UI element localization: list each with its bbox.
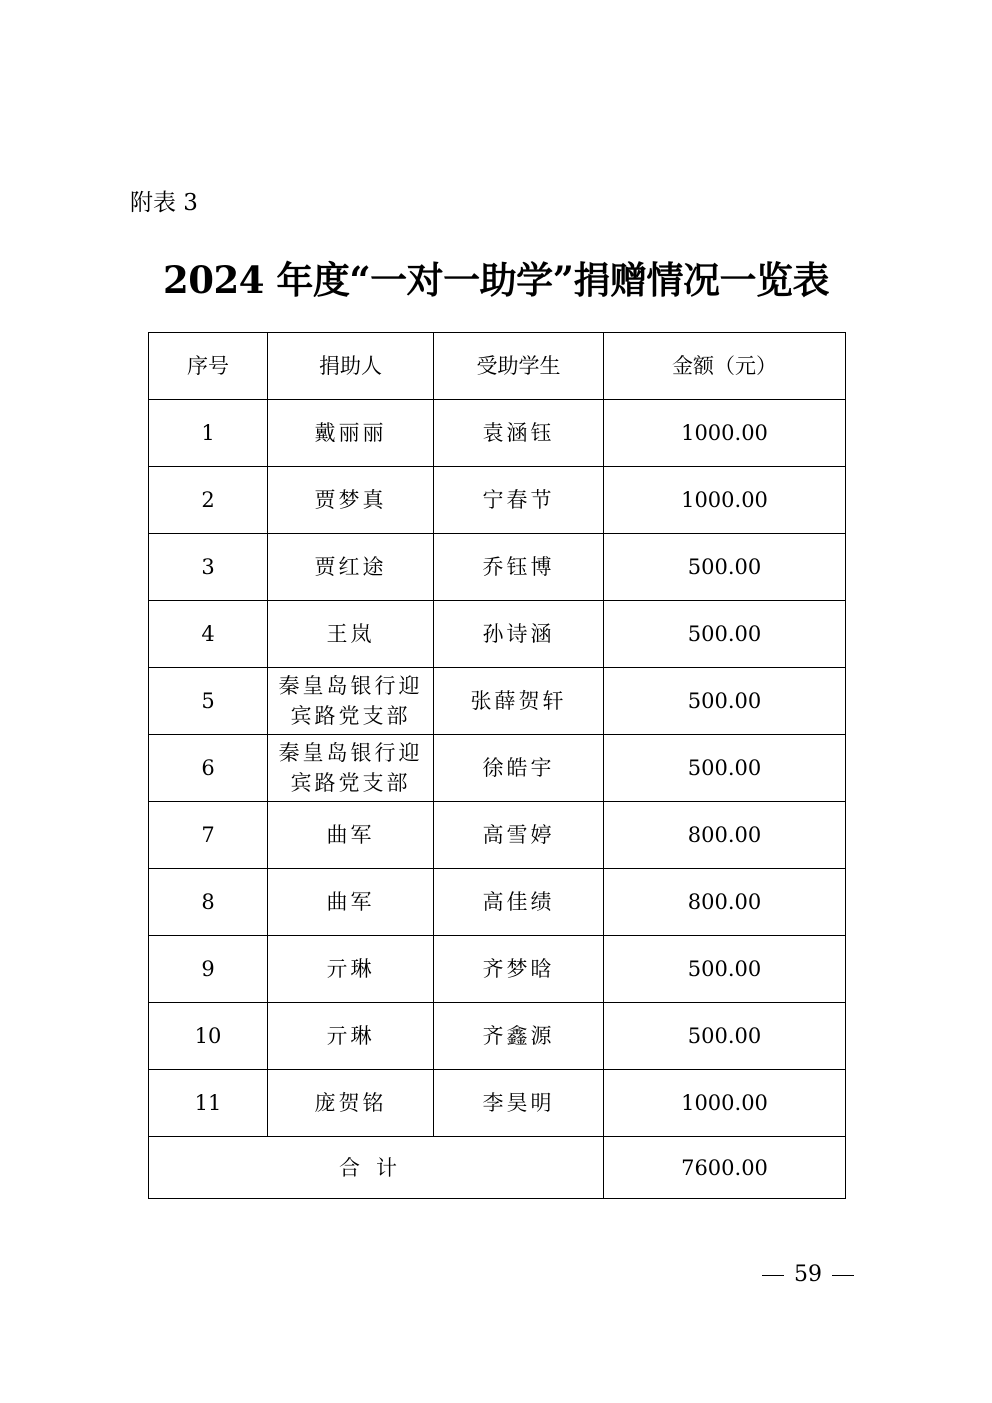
row-index: 4 (149, 601, 268, 668)
row-donor (268, 668, 434, 735)
row-donor (268, 869, 434, 936)
donor-name: 秦皇岛银行迎宾路党支部 (278, 741, 423, 795)
row-index: 3 (149, 534, 268, 601)
row-student: 张薛贺轩 (434, 668, 604, 735)
row-index: 8 (149, 869, 268, 936)
row-amount: 1000.00 (604, 1070, 846, 1137)
donor-name: 庞贺铭 (314, 1091, 387, 1115)
row-index: 7 (149, 802, 268, 869)
donor-name: 贾红途 (314, 555, 387, 579)
donor-name: 秦皇岛银行迎宾路党支部 (278, 674, 423, 728)
row-student: 高佳绩 (434, 869, 604, 936)
row-amount: 800.00 (604, 869, 846, 936)
row-amount: 500.00 (604, 534, 846, 601)
table-row (149, 668, 846, 735)
header-amount: 金额（元） (604, 333, 846, 400)
row-amount: 800.00 (604, 802, 846, 869)
table-row (149, 400, 846, 467)
donor-name: 曲军 (326, 890, 375, 914)
row-student: 高雪婷 (434, 802, 604, 869)
row-amount: 500.00 (604, 668, 846, 735)
total-label: 合计 (149, 1137, 604, 1199)
row-student: 李昊明 (434, 1070, 604, 1137)
header-student: 受助学生 (434, 333, 604, 400)
row-donor (268, 534, 434, 601)
header-donor: 捐助人 (268, 333, 434, 400)
row-donor (268, 400, 434, 467)
row-student: 袁涵钰 (434, 400, 604, 467)
row-student: 齐梦晗 (434, 936, 604, 1003)
row-index: 2 (149, 467, 268, 534)
donation-table (148, 332, 846, 1199)
table-row (149, 1070, 846, 1137)
table-row (149, 735, 846, 802)
table-header-row (149, 333, 846, 400)
table-row (149, 936, 846, 1003)
row-index: 6 (149, 735, 268, 802)
donor-name: 亓琳 (326, 1024, 375, 1048)
row-donor (268, 467, 434, 534)
document-title: 2024 年度“一对一助学”捐赠情况一览表 (163, 258, 829, 302)
donor-name: 曲军 (326, 823, 375, 847)
donor-name: 王岚 (326, 622, 375, 646)
page-number (752, 1259, 864, 1291)
page-number-value: 59 (794, 1262, 822, 1287)
table-row (149, 601, 846, 668)
row-donor (268, 802, 434, 869)
page-dash-right (832, 1275, 854, 1276)
row-student: 乔钰博 (434, 534, 604, 601)
row-amount: 500.00 (604, 735, 846, 802)
row-student: 徐皓宇 (434, 735, 604, 802)
donor-name: 戴丽丽 (314, 421, 387, 445)
row-amount: 1000.00 (604, 467, 846, 534)
table-row (149, 534, 846, 601)
row-index: 9 (149, 936, 268, 1003)
row-student: 宁春节 (434, 467, 604, 534)
row-index: 11 (149, 1070, 268, 1137)
total-row (149, 1137, 846, 1199)
donor-name: 亓琳 (326, 957, 375, 981)
row-amount: 500.00 (604, 601, 846, 668)
row-index: 5 (149, 668, 268, 735)
row-student: 齐鑫源 (434, 1003, 604, 1070)
table-row (149, 869, 846, 936)
table-row (149, 802, 846, 869)
row-index: 1 (149, 400, 268, 467)
page-dash-left (762, 1275, 784, 1276)
header-index: 序号 (149, 333, 268, 400)
row-amount: 1000.00 (604, 400, 846, 467)
row-donor (268, 735, 434, 802)
table-row (149, 467, 846, 534)
table-row (149, 1003, 846, 1070)
row-amount: 500.00 (604, 936, 846, 1003)
row-donor (268, 601, 434, 668)
row-donor (268, 1003, 434, 1070)
row-student: 孙诗涵 (434, 601, 604, 668)
row-amount: 500.00 (604, 1003, 846, 1070)
row-index: 10 (149, 1003, 268, 1070)
donor-name: 贾梦真 (314, 488, 387, 512)
total-amount: 7600.00 (604, 1137, 846, 1199)
annex-label: 附表 3 (130, 190, 198, 216)
row-donor (268, 936, 434, 1003)
row-donor (268, 1070, 434, 1137)
